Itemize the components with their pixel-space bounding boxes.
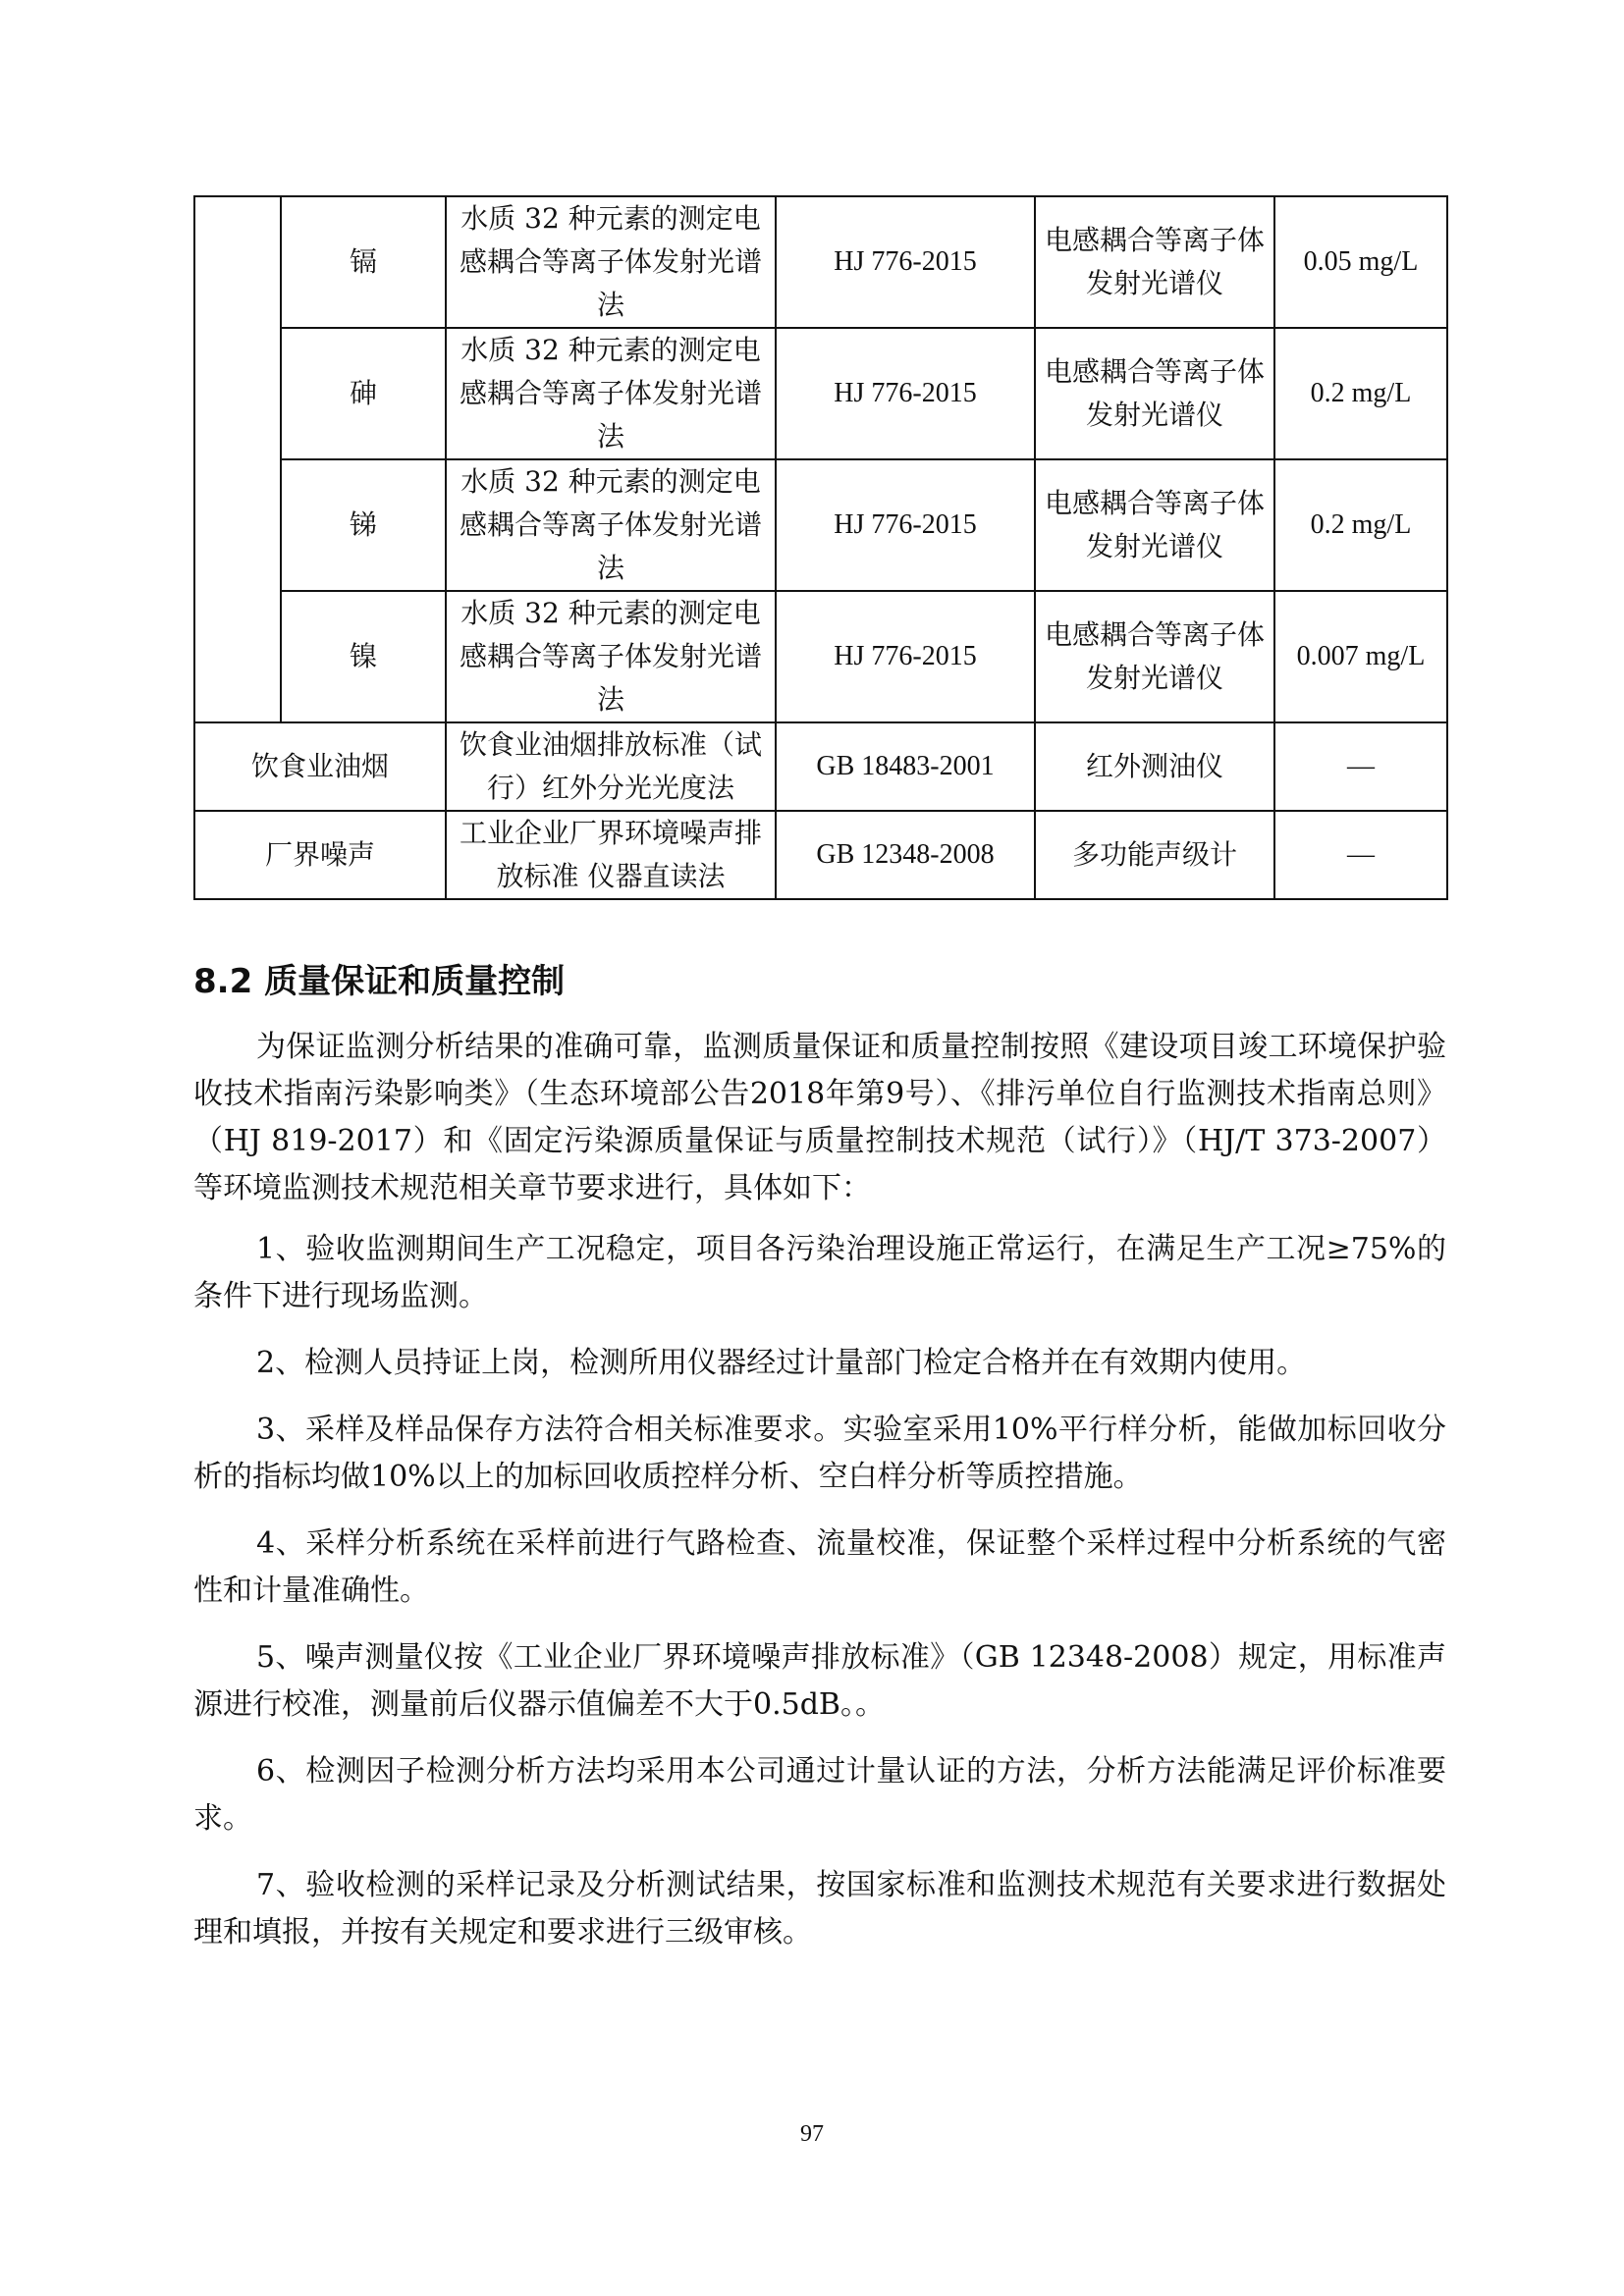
instrument-cell: 红外测油仪: [1035, 722, 1274, 811]
table-row: [194, 459, 1447, 591]
table-row: [194, 591, 1447, 722]
limit-cell: —: [1274, 811, 1447, 899]
method-cell: 水质 32 种元素的测定电感耦合等离子体发射光谱法: [446, 591, 776, 722]
standard-cell: GB 12348-2008: [776, 811, 1035, 899]
section-heading: 8.2 质量保证和质量控制: [193, 962, 566, 1001]
instrument-cell: 电感耦合等离子体发射光谱仪: [1035, 196, 1274, 328]
section-body: [193, 1024, 1446, 1976]
limit-cell: 0.007 mg/L: [1274, 591, 1447, 722]
table-row: [194, 722, 1447, 811]
item-cell: 厂界噪声: [194, 811, 446, 899]
method-cell: 饮食业油烟排放标准（试行）红外分光光度法: [446, 722, 776, 811]
standard-cell: HJ 776-2015: [776, 328, 1035, 459]
standard-cell: HJ 776-2015: [776, 196, 1035, 328]
list-item: 6、检测因子检测分析方法均采用本公司通过计量认证的方法，分析方法能满足评价标准要求。: [193, 1754, 1446, 1836]
standard-cell: HJ 776-2015: [776, 459, 1035, 591]
table-row: [194, 328, 1447, 459]
method-cell: 水质 32 种元素的测定电感耦合等离子体发射光谱法: [446, 328, 776, 459]
instrument-cell: 电感耦合等离子体发射光谱仪: [1035, 328, 1274, 459]
intro-paragraph: 为保证监测分析结果的准确可靠，监测质量保证和质量控制按照《建设项目竣工环境保护验收技术指南污染影响类》（生态环境部公告2018年第9号）、《排污单位自行监测技术指南总则》（HJ 819-2017）和《固定污染源质量保证与质量控制技术规范（试行）》（HJ/T 373-2007）等环境监测技术规范相关章节要求进行，具体如下：: [193, 1030, 1446, 1205]
list-item: 2、检测人员持证上岗，检测所用仪器经过计量部门检定合格并在有效期内使用。: [256, 1346, 1307, 1380]
standard-cell: GB 18483-2001: [776, 722, 1035, 811]
list-item: 4、采样分析系统在采样前进行气路检查、流量校准，保证整个采样过程中分析系统的气密性和计量准确性。: [193, 1526, 1446, 1608]
table-row: [194, 811, 1447, 899]
instrument-cell: 多功能声级计: [1035, 811, 1274, 899]
table-row: [194, 196, 1447, 328]
item-cell: 镉: [281, 196, 446, 328]
standard-cell: HJ 776-2015: [776, 591, 1035, 722]
list-item: 1、验收监测期间生产工况稳定，项目各污染治理设施正常运行，在满足生产工况≥75%的条件下进行现场监测。: [193, 1232, 1446, 1313]
list-item: 7、验收检测的采样记录及分析测试结果，按国家标准和监测技术规范有关要求进行数据处理和填报，并按有关规定和要求进行三级审核。: [193, 1868, 1446, 1949]
item-cell: 砷: [281, 328, 446, 459]
method-cell: 水质 32 种元素的测定电感耦合等离子体发射光谱法: [446, 459, 776, 591]
limit-cell: 0.2 mg/L: [1274, 459, 1447, 591]
item-cell: 锑: [281, 459, 446, 591]
list-item: 3、采样及样品保存方法符合相关标准要求。实验室采用10%平行样分析，能做加标回收分析的指标均做10%以上的加标回收质控样分析、空白样分析等质控措施。: [193, 1413, 1446, 1494]
instrument-cell: 电感耦合等离子体发射光谱仪: [1035, 459, 1274, 591]
limit-cell: —: [1274, 722, 1447, 811]
item-cell: 镍: [281, 591, 446, 722]
item-cell: 饮食业油烟: [194, 722, 446, 811]
list-item: 5、噪声测量仪按《工业企业厂界环境噪声排放标准》（GB 12348-2008）规定，用标准声源进行校准，测量前后仪器示值偏差不大于0.5dB。。: [193, 1640, 1446, 1722]
method-cell: 水质 32 种元素的测定电感耦合等离子体发射光谱法: [446, 196, 776, 328]
method-cell: 工业企业厂界环境噪声排放标准 仪器直读法: [446, 811, 776, 899]
limit-cell: 0.05 mg/L: [1274, 196, 1447, 328]
limit-cell: 0.2 mg/L: [1274, 328, 1447, 459]
monitoring-methods-table: [193, 195, 1448, 900]
group-cell: [194, 196, 281, 722]
instrument-cell: 电感耦合等离子体发射光谱仪: [1035, 591, 1274, 722]
page-number: 97: [800, 2121, 824, 2147]
